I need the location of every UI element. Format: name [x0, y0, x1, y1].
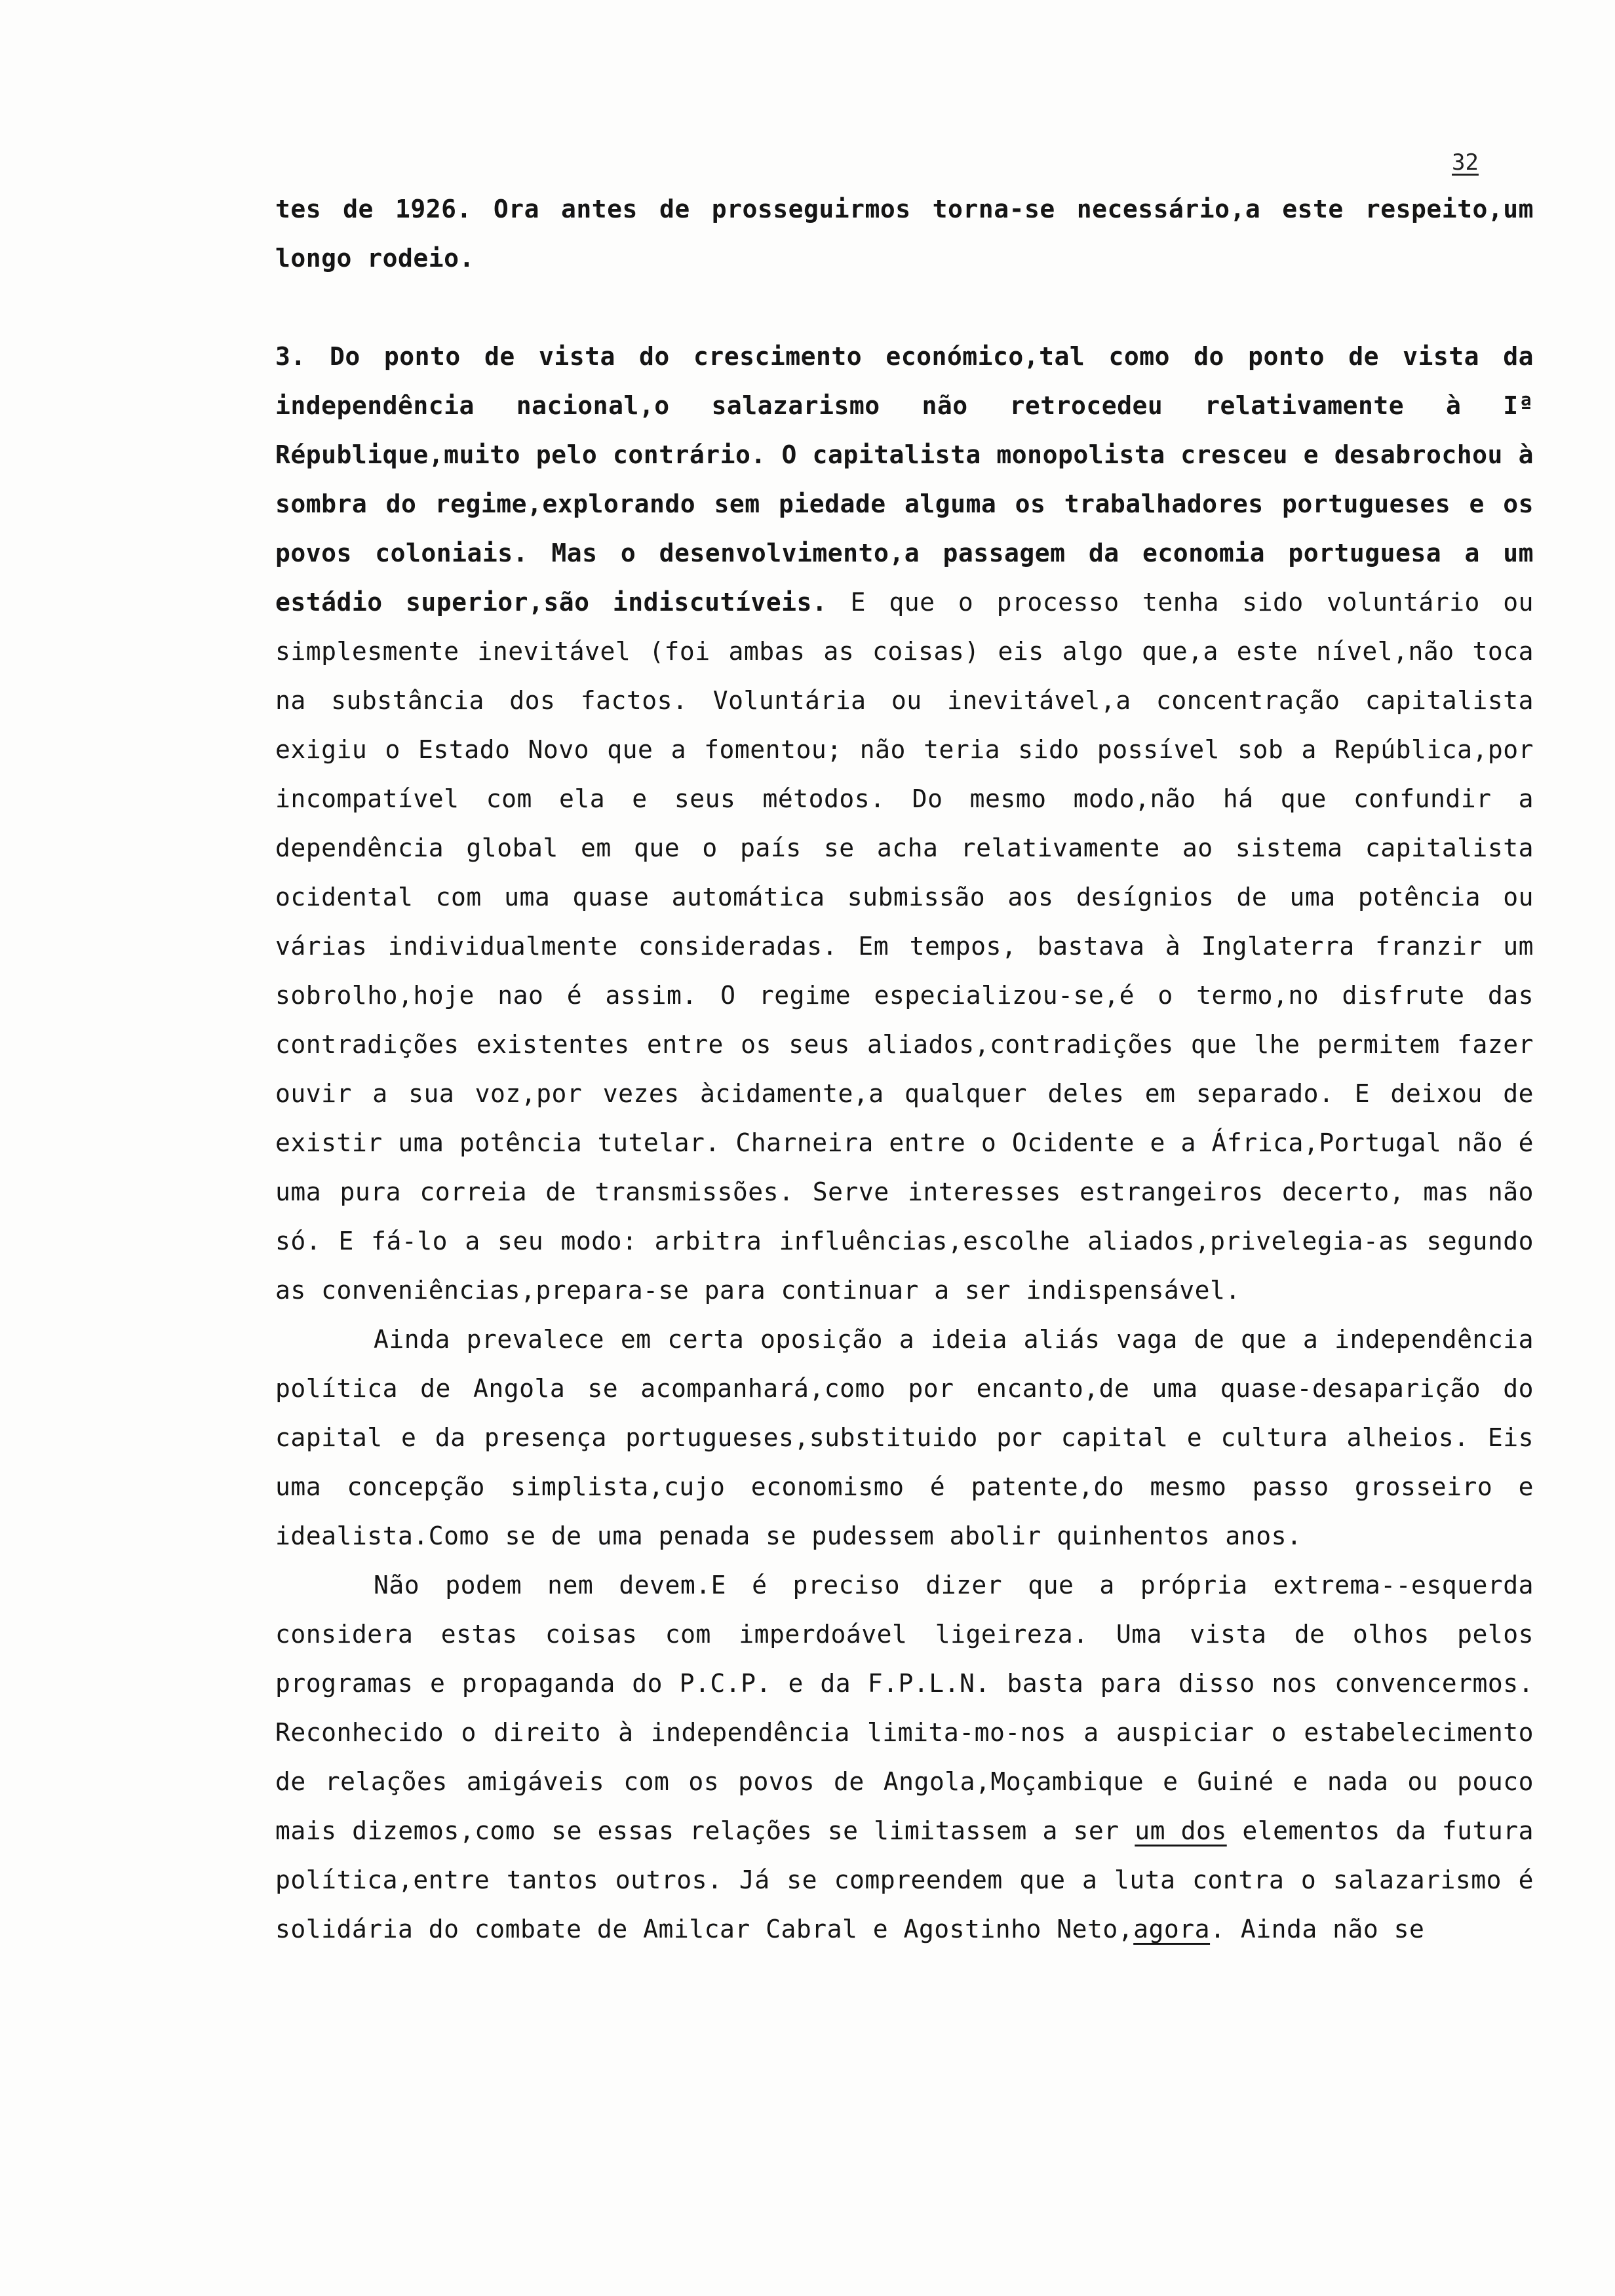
underlined-text: agora	[1133, 1915, 1211, 1943]
paragraph-extreme-left	[275, 1561, 1534, 1954]
page-number: 32	[1452, 149, 1479, 176]
paragraph-angola-independence	[275, 1315, 1534, 1561]
text-segment: Não podem nem devem.E é preciso dizer que a própria extrema--esquerda considera estas coisas com imperdoável ligeireza. Uma vista de olhos pelos programas e propaganda do P.C.P. e da F.P.L.N. basta para disso nos convencermos. Reconhecido o direito à independência limita-mo-nos a auspiciar o estabelecimento de relações amigáveis com os povos de Angola,Moçambique e Guiné e nada ou pouco mais dizemos,como se essas relações se limitassem a ser	[275, 1571, 1534, 1845]
text-segment: Ainda prevalece em certa oposição a ideia aliás vaga de que a independência política de Angola se acompanhará,como por encanto,de uma quase-desaparição do capital e da presença portugueses,substituido por capital e cultura alheios. Eis uma concepção simplista,cujo economismo é patente,do mesmo passo grosseiro e idealista.Como se de uma penada se pudessem abolir quinhentos anos.	[275, 1325, 1534, 1550]
text-segment: elementos da futura política,entre tantos outros. Já se compreendem que a luta contra o salazarismo é solidária do combate de Amilcar Cabral e Agostinho Neto,	[275, 1816, 1534, 1943]
document-body	[275, 185, 1534, 1954]
paragraph-section-3	[275, 332, 1534, 1315]
paragraph-continuation	[275, 185, 1534, 283]
text-segment: tes de 1926. Ora antes de prosseguirmos torna-se necessário,a este respeito,um longo rodeio.	[275, 195, 1534, 273]
text-segment: E que o processo tenha sido voluntário ou simplesmente inevitável (foi ambas as coisas) eis algo que,a este nível,não toca na substância dos factos. Voluntária ou inevitável,a concentração capitalista exigiu o Estado Novo que a fomentou; não teria sido possível sob a República,por incompatível com ela e seus métodos. Do mesmo modo,não há que confundir a dependência global em que o país se acha relativamente ao sistema capitalista ocidental com uma quase automática submissão aos desígnios de uma potência ou várias individualmente consideradas. Em tempos, bastava à Inglaterra franzir um sobrolho,hoje nao é assim. O regime especializou-se,é o termo,no disfrute das contradições existentes entre os seus aliados,contradições que lhe permitem fazer ouvir a sua voz,por vezes àcidamente,a qualquer deles em separado. E deixou de existir uma potência tutelar. Charneira entre o Ocidente e a África,Portugal não é uma pura correia de transmissões. Serve interesses estrangeiros decerto, mas não só. E fá-lo a seu modo: arbitra influências,escolhe aliados,privelegia-as segundo as conveniências,prepara-se para continuar a ser indispensável.	[275, 588, 1534, 1305]
text-segment: 3. Do ponto de vista do crescimento económico,tal como do ponto de vista da independência nacional,o salazarismo não retrocedeu relativamente à Iª République,muito pelo contrário. O capitalista monopolista cresceu e desabrochou à sombra do regime,explorando sem piedade alguma os trabalhadores portugueses e os povos coloniais. Mas o desenvolvimento,a passagem da economia portuguesa a um estádio superior,são indiscutíveis.	[275, 342, 1534, 617]
underlined-text: um dos	[1135, 1816, 1227, 1845]
text-segment: . Ainda não se	[1210, 1915, 1425, 1943]
paragraph-gap	[275, 283, 1534, 332]
